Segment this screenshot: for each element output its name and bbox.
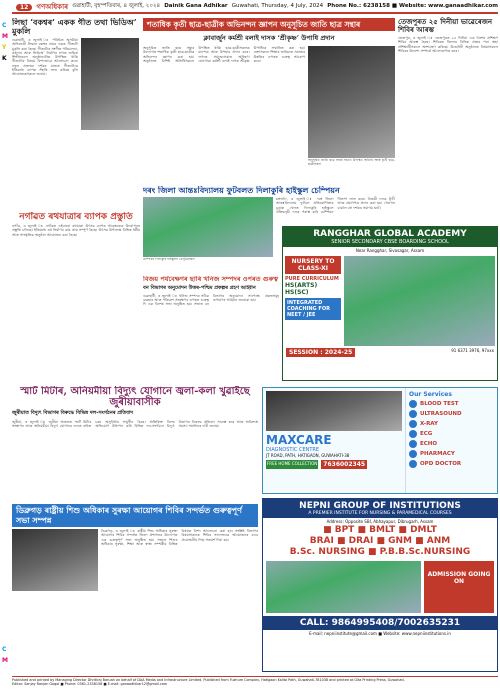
- rangghar-session: SESSION : 2024-25: [286, 348, 355, 357]
- maxcare-free-home: FREE HOME COLLECTION: [266, 460, 318, 469]
- football-body: মঙ্গলদৈ, ৩ জুলাই ঃ দৰং জিলা আন্তঃবিদ্যালয় ফুটবল প্ৰতিযোগিতাৰ চূড়ান্ত খেলত দিলাকুৰি হাইস্কুলে প্ৰতিদ্বন্দ্বী দলক পৰাস্ত কৰি চেম্পিয়ন খিতাপ লাভ কৰে। বিজয়ী দলক ট্ৰফী আৰু প্ৰমাণপত্ৰ প্ৰদান কৰা হয়। খেলখন চাবলৈ বহু দৰ্শকৰ সমাগম ঘটে।: [276, 197, 395, 214]
- service-blood-test: [409, 400, 494, 408]
- nepni-call[interactable]: CALL: 9864995408/7002635231: [263, 616, 497, 630]
- service-label: X-RAY: [420, 421, 439, 427]
- page-header: [12, 2, 498, 14]
- service-xray: [409, 420, 494, 428]
- football-photo: [143, 197, 273, 257]
- cmyk-k: K: [2, 55, 7, 62]
- blood-test-icon: [409, 400, 417, 408]
- bijay-headline: বিজয় পৰ্যবেক্ষণৰ ছাৰি খনিজ সম্পদৰ ওপৰত গুৰুত্ব: [143, 276, 279, 283]
- brand-mini: গণঅধিকাৰ: [36, 3, 69, 11]
- article-tezpur: [398, 18, 498, 206]
- nagaon-body: নগাঁও, ৩ জুলাই ঃ নগাঁৱত এইবাৰো ৰথযাত্ৰা উৎসৱ ব্যাপক আড়ম্বৰেৰে উদযাপনৰ প্ৰস্তুতি চলিছে। ইতিমধ্যে ৰথ নিৰ্মাণৰ কাম প্ৰায় সম্পূৰ্ণ হৈছে। উৎসৱ উপলক্ষে বিভিন্ন ধৰ্মীয় আৰু সাংস্কৃতিক অনুষ্ঠান আয়োজন কৰা হৈছে।: [12, 224, 140, 237]
- maxcare-name: MAXCARE: [266, 433, 332, 447]
- article-bijay: [143, 276, 279, 384]
- smart-meter-headline: স্মাৰ্ট মিটাৰ, অনিয়মীয়া বিদ্যুৎ যোগানে জ্বলা-কলা খুৱাইছে জুৰীয়াবাসীক: [20, 386, 250, 408]
- nepni-web[interactable]: E-mail: nepniinstitute@gmail.com ■ Website: www.nepniinstitutions.in: [309, 631, 451, 636]
- bijay-body: গুৱাহাটী, ৩ জুলাই ঃ খনিজ সম্পদৰ সঠিক ব্যৱহাৰ আৰু পৰিৱেশ সংৰক্ষণৰ ওপৰত গুৰুত্ব দি এক বিশেষ সভা অনুষ্ঠিত হয়। সভাত বন বিভাগৰ অনুমোদন সাপেক্ষে প্ৰকল্পসমূহ ৰূপায়ণৰ আহ্বান জনোৱা হয়।: [143, 293, 279, 307]
- lisha-photo: [81, 38, 139, 130]
- rangghar-nursery: NURSERY TO CLASS-XI: [285, 256, 341, 274]
- article-nagaon: [12, 212, 140, 362]
- page-footer: [12, 676, 498, 698]
- service-echo: [409, 440, 494, 448]
- nepni-admission: ADMISSION GOING ON: [424, 561, 494, 613]
- service-label: ECG: [420, 431, 433, 437]
- rangghar-integrated: INTEGRATED COACHING FOR NEET / JEE: [285, 298, 341, 320]
- service-ecg: [409, 430, 494, 438]
- rangghar-hs-arts: HS(ARTS): [285, 282, 318, 289]
- echo-icon: [409, 440, 417, 448]
- nagaon-headline: নগাঁৱত ৰথযাত্ৰাৰ ব্যাপক প্ৰস্তুতি: [19, 212, 133, 222]
- rangghar-name: RANGGHAR GLOBAL ACADEMY: [313, 229, 467, 239]
- pharmacy-icon: [409, 450, 417, 458]
- nepni-photo: [266, 561, 421, 613]
- rangghar-address: Near Rangghar, Sivasagar, Assam: [355, 248, 425, 253]
- date-english: Guwahati, Thursday, 4 July, 2024: [231, 3, 324, 9]
- nepni-name: NEPNI GROUP OF INSTITUTIONS: [299, 501, 461, 511]
- service-pharmacy: [409, 450, 494, 458]
- cmyk-registration-top: [2, 22, 10, 63]
- dibrugarh-body: ডিব্ৰুগড়, ৩ জুলাই ঃ ৰাষ্ট্ৰীয় শিশু অধিকাৰ সুৰক্ষা আয়োগৰ শিবিৰ সন্দৰ্ভত জিলা প্ৰশাসনৰ উদ্যোগত এক গুৰুত্বপূৰ্ণ সভা অনুষ্ঠিত হয়। সভাত শিশুৰ অধিকাৰ সুৰক্ষা, শিক্ষা আৰু স্বাস্থ্য সম্পৰ্কীয় বিভিন্ন বিষয়ত বিশদ আলোচনা কৰা হয়। সংশ্লিষ্ট বিভাগৰ বিষয়াসকলক শিবিৰ সফলভাৱে আয়োজনৰ বাবে প্ৰয়োজনীয় দিহা-পৰামৰ্শ দিয়া হয়।: [101, 529, 258, 546]
- service-label: BLOOD TEST: [420, 401, 459, 407]
- footer-line2: Editor: Sanjay Ranjan Gogoi ■ Phone: 0361-2338158 ■ E-mail: ganaadhikar12@gmail.com: [12, 682, 168, 686]
- opd-icon: [409, 460, 417, 468]
- page-number: 12: [16, 4, 32, 11]
- paper-name: Dainik Gana Adhikar: [164, 3, 228, 9]
- lead-photo: [308, 46, 395, 158]
- rangghar-pure: PURE CURRICULUM: [285, 276, 339, 282]
- service-label: ECHO: [420, 441, 438, 447]
- smart-meter-subhead: জুৰীয়াত বিদ্যুৎ বিভাগৰ বিৰুদ্ধে বিভিন্ন দল-সংগঠনৰ প্ৰতিবাদ: [12, 410, 134, 416]
- article-smart-meter: [12, 386, 258, 502]
- nepni-courses-row2: BRAI ■ DRAI ■ GNM ■ ANM: [309, 536, 451, 546]
- service-ultrasound: [409, 410, 494, 418]
- cmyk-m: M: [2, 33, 8, 40]
- cmyk-registration-bottom: [2, 646, 10, 665]
- football-headline: দৰং জিলা আন্তঃবিদ্যালয় ফুটবলত দিলাকুৰি হাইস্কুল চেম্পিয়ন: [143, 186, 340, 195]
- lead-headline: শতাধিক কৃতী ছাত্ৰ-ছাত্ৰীক অভিনন্দন জ্ঞাপন অনুসূচিত জাতি ছাত্ৰ সন্থাৰ: [143, 18, 395, 31]
- bijay-subhead: বন বিভাগৰ অনুমোদন উত্তৰ-পশ্চিম প্ৰকল্পৰ গ্ৰহণ আহ্বান: [143, 284, 256, 291]
- service-label: ULTRASOUND: [420, 411, 462, 417]
- smart-meter-body: জুৰীয়া, ৩ জুলাই ঃ জুৰীয়া অঞ্চলত স্মাৰ্ট মিটাৰ সংস্থাপন আৰু অনিয়মীয়া বিদ্যুৎ যোগানৰ ফলত ৰাইজ চৰম অসুবিধাৰ সন্মুখীন হৈছে। অতিৰিক্ত বিলৰ অভিযোগ উত্থাপন কৰি বিভিন্ন দল-সংগঠনে বিদ্যুৎ বিভাগৰ বিৰুদ্ধে প্ৰতিবাদ সাব্যস্ত কৰে আৰু অবিলম্বে সমস্যা সমাধানৰ দাবী জনায়।: [12, 420, 258, 429]
- footer-line1: Published and printed by Managing Director Dhritiraj Baruah on behalf of DAA Media and Infrastructure Limited, Published from Fuzhum Complex, Hatigaon Kalita Path, Guwahati-781038 and printed at Gita Printing Press, Guwahati.: [12, 678, 405, 682]
- lisha-headline: লিছা ‘বকশ্বৰ’ একক গীত তথা ভিডিঅ’ মুকলি: [12, 18, 137, 36]
- rangghar-hs-sc: HS(SC): [285, 289, 309, 296]
- rangghar-contact: 91 6371 3976, 97xxx: [451, 348, 494, 353]
- ultrasound-icon: [409, 410, 417, 418]
- football-photo-caption: চেম্পিয়ন দিলাকুৰি হাইস্কুলৰ খেলুৱৈসকল: [143, 257, 195, 261]
- lead-subhead: ক্লাবাৰ্জুন কৰ্মশ্ৰী বলাই দাসক ‘শ্ৰীকৃষ্ণ’ উপাধি প্ৰদান: [203, 34, 335, 42]
- dibrugarh-headline: ডিব্ৰুগড় ৰাষ্ট্ৰীয় শিশু অধিকাৰ সুৰক্ষা আয়োগৰ শিবিৰ সন্দৰ্ভত গুৰুত্বপূৰ্ণ সভা সম্পন্ন: [12, 504, 258, 527]
- maxcare-address: JT ROAD, PATH, HATIGAON, GUWAHATI-38: [266, 453, 350, 458]
- dibrugarh-photo: [12, 529, 98, 591]
- lead-body: অনুসূচিত জাতি ছাত্ৰ সন্থাৰ উদ্যোগত শতাধিক কৃতী ছাত্ৰ-ছাত্ৰীক অভিনন্দন জ্ঞাপন কৰা হয়। অনুষ্ঠানত বিশিষ্ট অতিথিসকলে উপস্থিত থাকি ছাত্ৰ-ছাত্ৰীসকলক মানপত্ৰ আৰু উপহাৰ প্ৰদান কৰে। লগতে সমাজসেৱাত অৰিহণা যোগোৱা কৰ্মশ্ৰী বলাই দাসক শ্ৰীকৃষ্ণ উপাধিৰে সন্মানিত কৰা হয়। বক্তাসকলে শিক্ষাৰ জৰিয়তে সমাজৰ উন্নতিৰ ওপৰত গুৰুত্ব আৰোপ কৰে।: [143, 46, 305, 63]
- lisha-body: গুৱাহাটী, ৩ জুলাই ঃ পৰিচিত অসমীয়া অভিনেত্ৰী লিছাৰ বকশ্বৰ নামৰ একক গীতটো মুকলি কৰা হৈছে। গীতটোৰ সংগীত পৰিচালনা, কণ্ঠদান আৰু ভিডিঅ’ নিৰ্মাণৰ লগত জড়িত শিল্পীসকলে অনুষ্ঠানটোত উপস্থিত থাকি গীতটোৰ বিষয়ে বিশদভাৱে আলোচনা কৰে। নতুন প্ৰজন্মৰ দৰ্শকৰ মাজত গীতটোৱে ইতিমধ্যে ব্যাপক সঁহাৰি লাভ কৰিছে বুলি আয়োজকসকলে জনায়।: [12, 38, 78, 77]
- service-label: PHARMACY: [420, 451, 455, 457]
- maxcare-doctor-photo: [266, 391, 402, 431]
- date-assamese: গুৱাহাটী, বৃহস্পতিবাৰ, ৪ জুলাই, ২০২৪: [72, 3, 161, 9]
- service-label: OPD DOCTOR: [420, 461, 462, 467]
- nepni-address: Address: Opposite SBI, Abhayapur, Dibrugarh, Assam: [326, 519, 434, 524]
- ad-nepni-institutions[interactable]: [262, 498, 498, 672]
- rangghar-building-photo: [344, 256, 495, 346]
- contact-line: Phone No.: 6238158 ■ Website: www.ganaadhikar.com: [327, 3, 498, 9]
- cmyk-c: C: [2, 22, 7, 29]
- ad-maxcare-diagnostic[interactable]: [262, 387, 498, 494]
- maxcare-services-title: Our Services: [409, 391, 452, 398]
- cmyk-y: Y: [2, 44, 7, 51]
- ad-rangghar-academy[interactable]: [282, 226, 498, 381]
- cmyk-c-bottom: C: [2, 646, 7, 653]
- nepni-courses-row3: B.Sc. NURSING ■ P.B.B.Sc.NURSING: [289, 547, 471, 557]
- xray-icon: [409, 420, 417, 428]
- article-lead: [143, 18, 395, 182]
- cmyk-m-bottom: M: [2, 657, 8, 664]
- article-dibrugarh: [12, 504, 258, 674]
- tezpur-headline: তেজপুৰত ২৫ দিনীয়া ভাৱেৰেজন শিবিৰ আৰম্ভ: [398, 17, 493, 34]
- nepni-tagline: A PREMIER INSTITUTE FOR NURSING & PARAMEDICAL COURSES: [308, 511, 452, 516]
- maxcare-phone[interactable]: 7636002345: [323, 461, 366, 468]
- article-lisha: [12, 18, 140, 208]
- nepni-courses-row1: ■ BPT ■ BMLT ■ DMLT: [323, 525, 437, 535]
- tezpur-body: তেজপুৰ, ৩ জুলাই ঃ তেজপুৰত ২৫ দিনীয়া এক বিশেষ প্ৰশিক্ষণ শিবিৰ আৰম্ভ হৈছে। শিবিৰত জিলাৰ বিভিন্ন প্ৰান্তৰ পৰা অহা প্ৰশিক্ষাৰ্থীসকলে অংশগ্ৰহণ কৰিছে। উদ্বোধনী অনুষ্ঠানত বিষয়াসকলে শিবিৰৰ উদ্দেশ্য সম্পৰ্কে আলোকপাত কৰে।: [398, 36, 498, 53]
- ecg-icon: [409, 430, 417, 438]
- service-opd: [409, 460, 494, 468]
- rangghar-subtitle: SENIOR SECONDARY CBSE BOARDING SCHOOL: [331, 239, 449, 245]
- lead-photo-caption: অনুসূচিত জাতি ছাত্ৰ সন্থাৰ সভাত উপস্থিত অতিথি আৰু কৃতী ছাত্ৰ-ছাত্ৰীসকল: [308, 158, 395, 167]
- maxcare-tagline: DIAGNOSTIC CENTRE: [266, 447, 320, 453]
